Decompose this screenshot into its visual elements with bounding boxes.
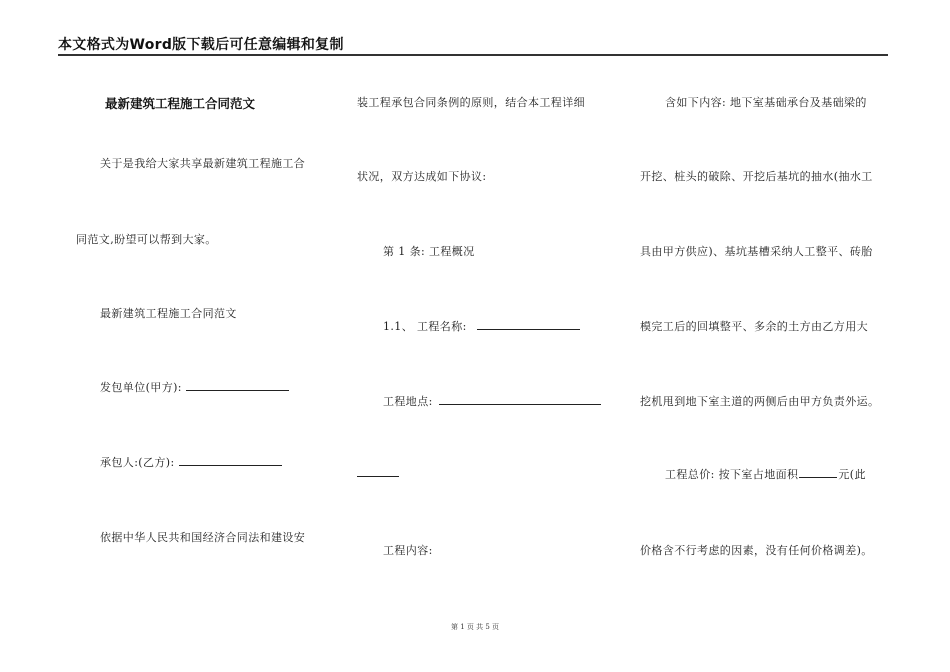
project-content-label: 工程内容: <box>383 544 433 557</box>
project-location-line <box>383 393 601 409</box>
party-b-blank[interactable] <box>179 455 282 466</box>
price-suffix: 元(此 <box>838 468 866 481</box>
intro-line-2: 同范文,盼望可以帮到大家。 <box>76 233 217 246</box>
project-location-label: 工程地点: <box>383 395 433 408</box>
project-name-line <box>383 318 580 334</box>
party-a-label: 发包单位(甲方): <box>100 381 182 394</box>
page-number: 第 1 页 共 5 页 <box>450 623 500 631</box>
area-blank[interactable] <box>799 467 837 478</box>
party-b-label: 承包人:(乙方): <box>100 456 175 469</box>
party-b-line <box>100 454 282 470</box>
col3-line-1: 含如下内容: 地下室基础承台及基础梁的 <box>665 96 867 109</box>
col3-line-2: 开挖、桩头的破除、开挖后基坑的抽水(抽水工 <box>640 170 873 183</box>
price-prefix: 工程总价: 按下室占地面积 <box>665 468 799 481</box>
col3-line-4: 模完工后的回填整平、多余的土方由乙方用大 <box>640 320 868 333</box>
article-1-heading: 第 1 条: 工程概况 <box>383 245 475 258</box>
project-name-label: 1.1、 工程名称: <box>383 320 467 333</box>
col2-line-1: 装工程承包合同条例的原则，结合本工程详细 <box>357 96 585 109</box>
col2-line-2: 状况，双方达成如下协议: <box>357 170 487 183</box>
document-header <box>58 34 888 56</box>
col3-line-7: 价格含不行考虑的因素，没有任何价格调差)。 <box>640 544 873 557</box>
project-name-blank[interactable] <box>477 319 580 330</box>
party-a-blank[interactable] <box>186 380 289 391</box>
subtitle-line: 最新建筑工程施工合同范文 <box>100 307 237 320</box>
intro-line-1: 关于是我给大家共享最新建筑工程施工合 <box>100 157 306 170</box>
col3-line-3: 具由甲方供应)、基坑基槽采纳人工整平、砖胎 <box>640 245 873 258</box>
basis-line: 依据中华人民共和国经济合同法和建设安 <box>100 531 306 544</box>
header-text: 本文格式为Word版下载后可任意编辑和复制 <box>58 37 344 53</box>
project-location-blank[interactable] <box>439 394 601 405</box>
col3-line-5: 挖机甩到地下室主道的两侧后由甲方负责外运。 <box>640 395 880 408</box>
document-title: 最新建筑工程施工合同范文 <box>105 96 256 111</box>
party-a-line <box>100 379 289 395</box>
project-location-blank-2[interactable] <box>357 466 399 477</box>
price-line <box>665 466 866 482</box>
project-location-continuation <box>357 466 399 480</box>
